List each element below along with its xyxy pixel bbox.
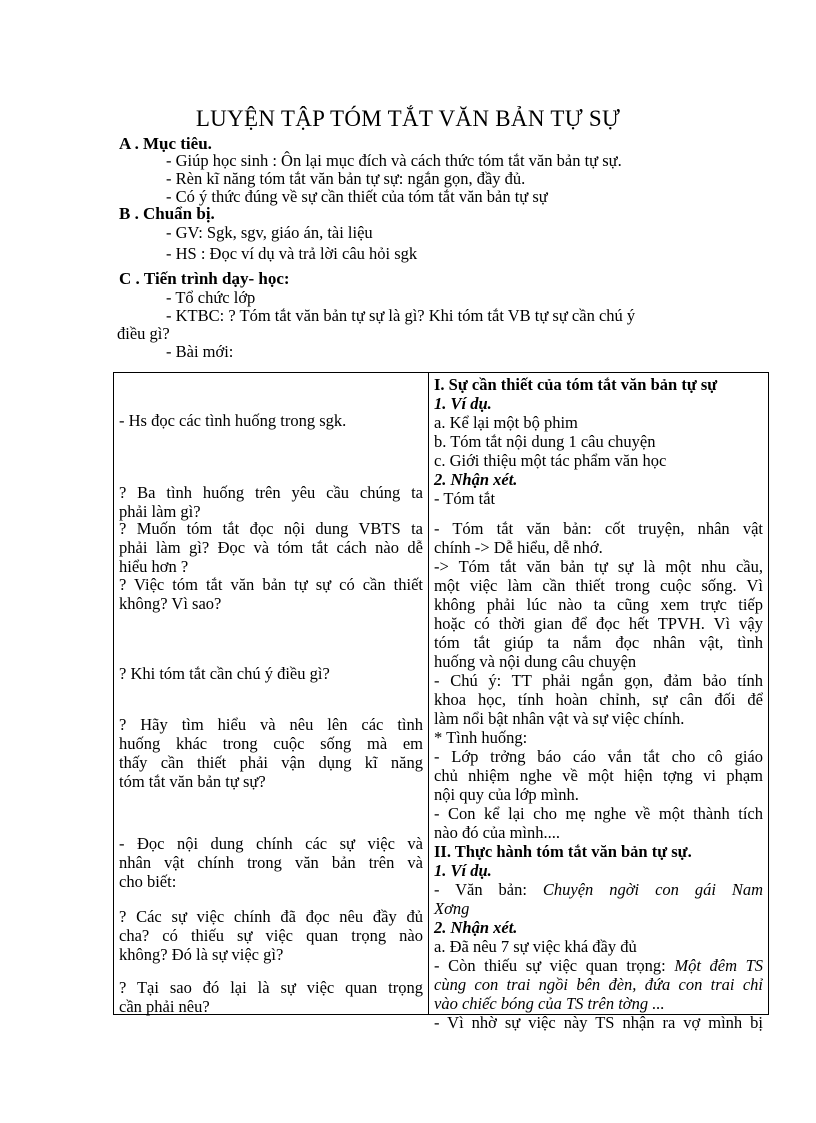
content-block: I. Sự cần thiết của tóm tắt văn bản tự sự 1. Ví dụ. a. Kể lại một bộ phim b. Tóm tắt nội dung 1 câu chuyện c. Giới thiệu một tác phẩm văn học 2. Nhận xét. - Tóm tắt [434, 375, 763, 508]
section-a-letter: A . [119, 134, 139, 153]
content-column [429, 373, 769, 1032]
section-heading: II. Thực hành tóm tắt văn bản tự sự. [434, 842, 692, 861]
section-b-item: - GV: Sgk, sgv, giáo án, tài liệu [166, 223, 373, 242]
activity-text: - Hs đọc các tình huống trong sgk. [119, 411, 347, 430]
question: ? Khi tóm tắt cần chú ý điều gì? [119, 664, 330, 683]
section-b-letter: B . [119, 204, 139, 223]
sub-heading: 1. Ví dụ. [434, 861, 492, 880]
question: ? Ba tình huống trên yêu cầu chúng ta phải làm gì? [119, 483, 423, 521]
sub-heading: 1. Ví dụ. [434, 394, 492, 413]
content-block: - Tóm tắt văn bản: cốt truyện, nhân vật chính -> Dễ hiểu, dễ nhớ. -> Tóm tắt văn bản tự sự là một nhu cầu, một việc làm cần thiết trong cuộc sống. Vì không phải lúc nào ta cũng xem trực tiếp hoặc có thời gian để đọc hết TPVH. Vì vậy tóm tắt giúp ta nắm đọc nhân vật, tình huống và nội dung câu chuyện - Chú ý: TT phải ngắn gọn, đảm bảo tính khoa học, tính hoàn chỉnh, sự cân đối để làm nổi bật nhân vật và sự việc chính. * Tình huống: - Lớp trởng báo cáo vắn tắt cho cô giáo chủ nhiệm nghe về một hiện tợng vi phạm nội quy của lớp mình. - Con kể lại cho mẹ nghe về một thành tích nào đó của mình.... II. Thực hành tóm tắt văn bản tự sự. 1. Ví dụ. - Văn bản: Chuyện ngời con gái Nam Xơng 2. Nhận xét. a. Đã nêu 7 sự việc khá đầy đủ - Còn thiếu sự việc quan trọng: Một đêm TS cùng con trai ngồi bên đèn, đứa con trai chỉ vào chiếc bóng của TS trên tờng ... - Vì nhờ sự việc này TS nhận ra vợ mình bị [434, 519, 764, 1032]
section-c-item: - Tổ chức lớp [166, 288, 256, 307]
section-a-item: - Có ý thức đúng về sự cần thiết của tóm tắt văn bản tự sự [166, 187, 548, 206]
question: ? Các sự việc chính đã đọc nêu đầy đủ cha? có thiếu sự việc quan trọng nào không? Đó là sự việc gì? [119, 907, 423, 964]
question: ? Tại sao đó lại là sự việc quan trọng cần phải nêu? [119, 978, 423, 1016]
section-c-item: - Bài mới: [166, 342, 234, 361]
question: ? Việc tóm tắt văn bản tự sự có cần thiết không? Vì sao? [119, 575, 423, 613]
section-c-letter: C . [119, 269, 140, 288]
section-c-item: - KTBC: ? Tóm tắt văn bản tự sự là gì? Khi tóm tắt VB tự sự cần chú ý [166, 306, 636, 325]
section-a-title: Mục tiêu. [142, 134, 212, 153]
section-a-item: - Giúp học sinh : Ôn lại mục đích và cách thức tóm tắt văn bản tự sự. [166, 151, 622, 170]
activity-text: - Đọc nội dung chính các sự việc và nhân vật chính trong văn bản trên và cho biết: [119, 834, 423, 891]
section-heading: I. Sự cần thiết của tóm tắt văn bản tự sự [434, 375, 718, 394]
question: ? Hãy tìm hiểu và nêu lên các tình huống khác trong cuộc sống mà em thấy cần thiết phải vận dụng kĩ năng tóm tắt văn bản tự sự? [119, 715, 423, 791]
page-title: LUYỆN TẬP TÓM TẮT VĂN BẢN TỰ SỰ [195, 106, 621, 131]
question: ? Muốn tóm tắt đọc nội dung VBTS ta phải làm gì? Đọc và tóm tắt cách nào dễ hiểu hơn ? [119, 519, 423, 576]
lesson-table [113, 372, 769, 1032]
sub-heading: 2. Nhận xét. [434, 470, 518, 489]
sub-heading: 2. Nhận xét. [434, 918, 518, 937]
section-c-title: Tiến trình dạy- học: [143, 269, 290, 288]
section-a-item: - Rèn kĩ năng tóm tắt văn bản tự sự: ngắn gọn, đầy đủ. [166, 169, 526, 188]
section-b-heading [119, 204, 215, 223]
teacher-activity-column [114, 373, 429, 1015]
section-b-item: - HS : Đọc ví dụ và trả lời câu hỏi sgk [166, 244, 418, 263]
section-c-item: điều gì? [117, 324, 170, 343]
section-c-heading [119, 269, 290, 288]
section-b-title: Chuẩn bị. [142, 204, 215, 223]
